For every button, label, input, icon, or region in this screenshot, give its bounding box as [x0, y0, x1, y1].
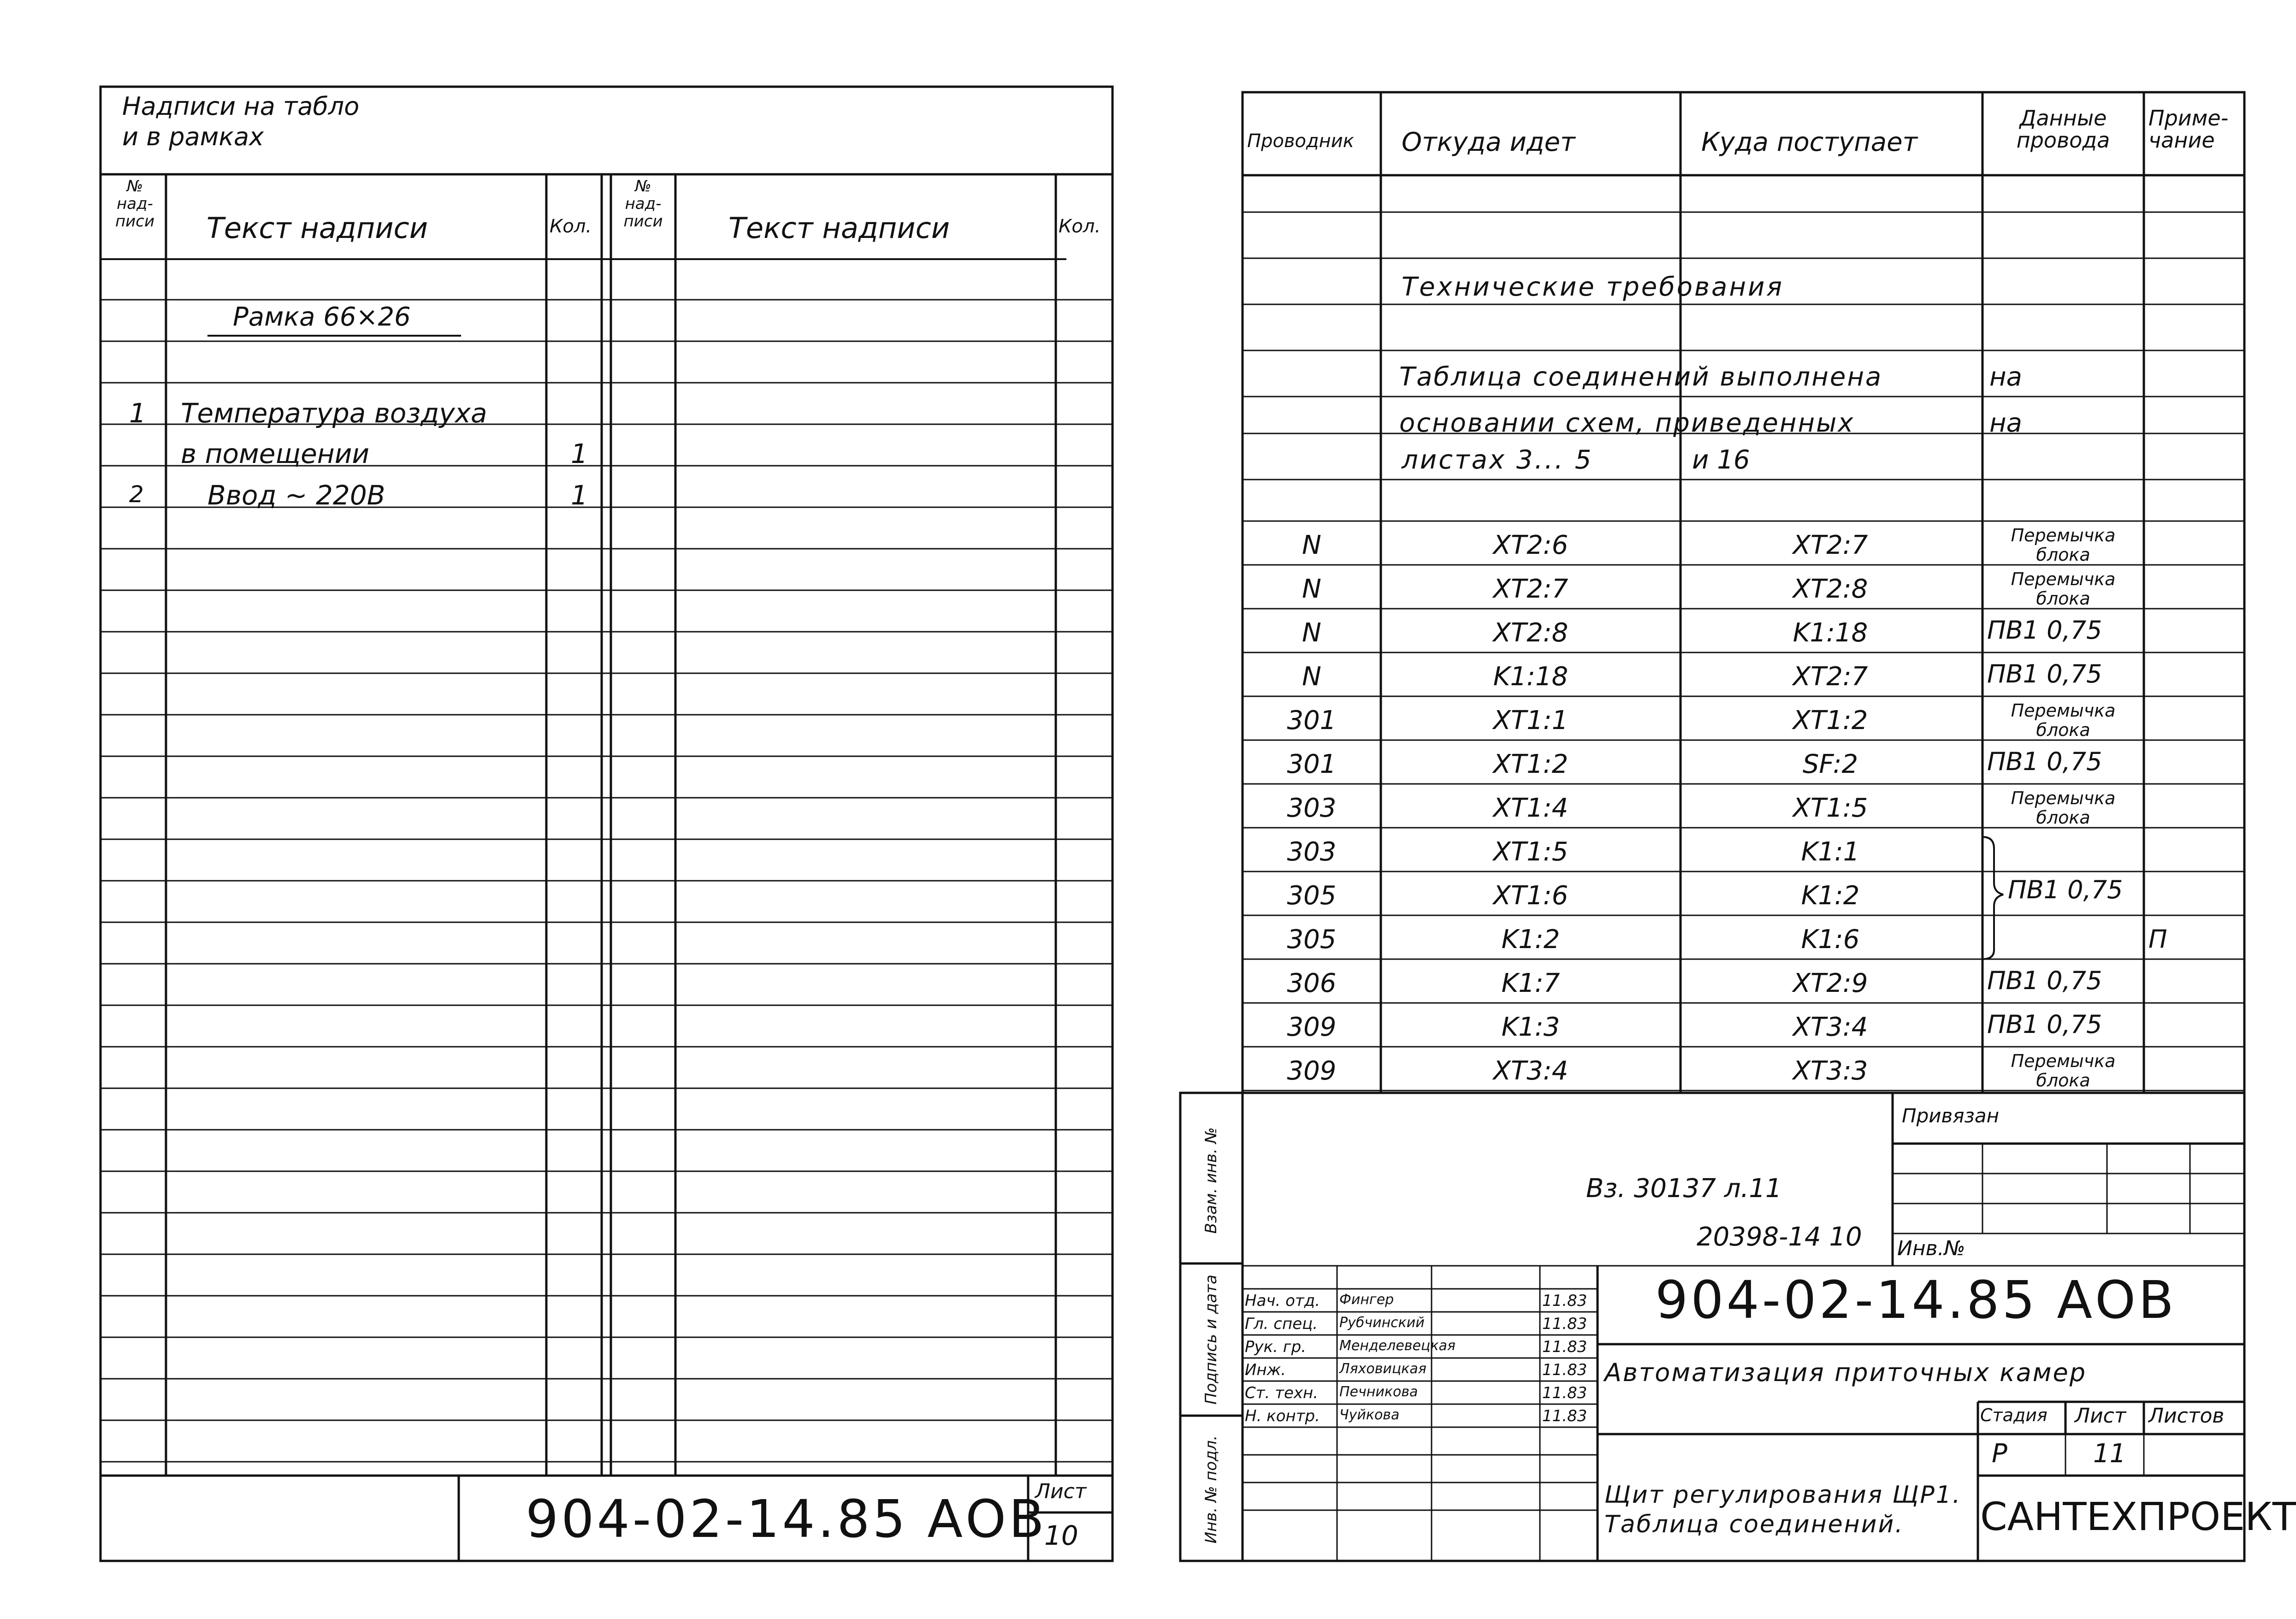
row-conductor: 305	[1287, 925, 1337, 955]
row-wire: ПВ1 0,75	[1987, 1010, 2102, 1039]
row-conductor: N	[1302, 618, 1321, 648]
stamp-stage-label: Стадия	[1980, 1405, 2047, 1425]
col-num-line2: над-	[117, 195, 153, 213]
side-label-inv: Инв. № подл.	[1202, 1435, 1221, 1544]
hdr-conductor: Проводник	[1247, 130, 1354, 152]
row-to: XT2:8	[1793, 574, 1868, 604]
left-sheet-number: 10	[1044, 1520, 1078, 1551]
row-wire: ПВ1 0,75	[1987, 659, 2102, 688]
row-from: K1:2	[1501, 925, 1560, 955]
signature-date: 11.83	[1542, 1315, 1587, 1333]
right-col-text-label: Текст надписи	[728, 211, 950, 245]
row-to: XT2:7	[1793, 530, 1868, 560]
row-to: XT3:3	[1793, 1056, 1868, 1086]
hdr-to: Куда поступает	[1701, 127, 1918, 157]
hdr-note-line1: Приме-	[2148, 106, 2229, 130]
entry-1-num: 1	[129, 397, 146, 429]
side-label-podpis: Подпись и дата	[1202, 1275, 1221, 1405]
hdr-wire-line1: Данные	[2019, 106, 2107, 130]
row-from: XT1:1	[1493, 706, 1568, 735]
row-wire: ПВ1 0,75	[1987, 616, 2102, 645]
stamp-org: САНТЕХПРОЕКТ	[1980, 1494, 2296, 1539]
stamp-project-title: Автоматизация приточных камер	[1604, 1358, 2087, 1387]
row-to: XT1:2	[1793, 706, 1868, 735]
row-wire: ПВ1 0,75	[1987, 966, 2102, 995]
row-conductor: N	[1302, 530, 1321, 560]
row-conductor: N	[1302, 574, 1321, 604]
side-label-vzam: Взам. инв. №	[1202, 1127, 1221, 1234]
row-wire: Перемычка блока	[2011, 700, 2116, 740]
signature-date: 11.83	[1542, 1292, 1587, 1310]
row-from: XT1:6	[1493, 881, 1568, 911]
stamp-privyazan: Привязан	[1902, 1104, 2000, 1127]
row-conductor: 309	[1287, 1012, 1337, 1042]
left-col-qty-label: Кол.	[550, 216, 592, 237]
row-from: XT1:5	[1493, 837, 1568, 867]
left-header-title-line1: Надписи на табло	[122, 92, 360, 121]
stamp-drawing-title	[1604, 1480, 1961, 1539]
row-from: XT2:8	[1493, 618, 1568, 648]
row-conductor: 301	[1287, 706, 1337, 735]
row-conductor: N	[1302, 662, 1321, 692]
row-to: K1:1	[1801, 837, 1860, 867]
signature-date: 11.83	[1542, 1338, 1587, 1356]
row-wire: Перемычка блока	[2011, 525, 2116, 565]
entry-2-num: 2	[129, 481, 144, 508]
right-col-num-label	[613, 178, 673, 230]
notes-line3-a: листах 3... 5	[1402, 445, 1593, 475]
row-to: XT2:7	[1793, 662, 1868, 692]
drawing-title-line2: Таблица соединений.	[1604, 1511, 1904, 1538]
row-wire: Перемычка блока	[2011, 788, 2116, 828]
row-from: K1:3	[1501, 1012, 1560, 1042]
hdr-wire-line2: провода	[2016, 128, 2110, 153]
row-conductor: 309	[1287, 1056, 1337, 1086]
hdr-from: Откуда идет	[1402, 127, 1575, 157]
left-doc-code: 904-02-14.85 АОВ	[526, 1489, 1047, 1549]
row-from: XT1:2	[1493, 749, 1568, 779]
left-header-title	[122, 91, 359, 152]
signature-role: Инж.	[1245, 1361, 1286, 1379]
entry-1b-text: в помещении	[181, 438, 370, 469]
row-to: XT3:4	[1793, 1012, 1868, 1042]
row-conductor: 306	[1287, 968, 1337, 998]
stamp-sheet-label: Лист	[2075, 1404, 2126, 1428]
col-num-line3-b: писи	[623, 212, 663, 231]
row-from: XT3:4	[1493, 1056, 1568, 1086]
signature-name: Менделевецкая	[1339, 1338, 1456, 1354]
col-num-line1-b: №	[635, 177, 651, 196]
row-from: XT1:4	[1493, 793, 1568, 823]
signature-role: Н. контр.	[1245, 1407, 1320, 1425]
right-col-qty-label: Кол.	[1059, 216, 1101, 237]
col-num-line3: писи	[115, 212, 155, 231]
row-conductor: 301	[1287, 749, 1337, 779]
signature-role: Нач. отд.	[1245, 1292, 1320, 1310]
wire-group-label: ПВ1 0,75	[2008, 875, 2123, 904]
stamp-archive-no: 20398-14 10	[1697, 1222, 1862, 1252]
row-wire: Перемычка блока	[2011, 1051, 2116, 1091]
left-col-num-label	[106, 178, 164, 230]
notes-line1-a: Таблица соединений выполнена	[1399, 362, 1883, 392]
row-to: K1:6	[1801, 925, 1860, 955]
row-to: XT1:5	[1793, 793, 1868, 823]
entry-2-qty: 1	[571, 480, 588, 511]
stamp-inv-label: Инв.№	[1897, 1237, 1965, 1260]
row-to: K1:18	[1793, 618, 1868, 648]
signature-role: Рук. гр.	[1245, 1338, 1307, 1356]
left-col-text-label: Текст надписи	[207, 211, 428, 245]
hdr-note	[2148, 107, 2228, 151]
row-from: K1:7	[1501, 968, 1560, 998]
signature-role: Гл. спец.	[1245, 1315, 1318, 1333]
signature-date: 11.83	[1542, 1384, 1587, 1402]
signature-name: Фингер	[1339, 1292, 1394, 1308]
entry-1-text: Температура воздуха	[181, 397, 487, 429]
row-to: K1:2	[1801, 881, 1860, 911]
row-wire: Перемычка блока	[2011, 569, 2116, 609]
hdr-note-line2: чание	[2148, 128, 2215, 153]
signature-date: 11.83	[1542, 1407, 1587, 1425]
row-from: K1:18	[1493, 662, 1568, 692]
notes-line2-b: на	[1989, 408, 2022, 438]
entry-1b-qty: 1	[571, 438, 588, 469]
stamp-sheets-label: Листов	[2148, 1404, 2225, 1428]
row-to: XT2:9	[1793, 968, 1868, 998]
row-wire: ПВ1 0,75	[1987, 747, 2102, 776]
left-header-title-line2: и в рамках	[122, 122, 264, 151]
hdr-wire-data	[1985, 107, 2142, 151]
row-note: П	[2148, 925, 2167, 954]
entry-frame-label: Рамка 66×26	[233, 302, 411, 332]
notes-line2-a: основании схем, приведенных	[1399, 408, 1855, 438]
signature-date: 11.83	[1542, 1361, 1587, 1379]
signature-role: Ст. техн.	[1245, 1384, 1319, 1402]
signature-name: Ляховицкая	[1339, 1361, 1426, 1377]
notes-line1-b: на	[1989, 362, 2022, 392]
col-num-line1: №	[126, 177, 143, 196]
row-to: SF:2	[1802, 749, 1858, 779]
stamp-sheet: 11	[2093, 1439, 2126, 1469]
drawing-title-line1: Щит регулирования ЩР1.	[1604, 1481, 1962, 1509]
row-conductor: 303	[1287, 837, 1337, 867]
notes-title: Технические требования	[1402, 272, 1784, 302]
signature-name: Рубчинский	[1339, 1315, 1425, 1331]
row-conductor: 303	[1287, 793, 1337, 823]
signature-name: Чуйкова	[1339, 1407, 1400, 1423]
row-from: XT2:6	[1493, 530, 1568, 560]
stamp-stage: Р	[1992, 1439, 2007, 1469]
stamp-doc-code: 904-02-14.85 АОВ	[1655, 1270, 2177, 1330]
signature-name: Печникова	[1339, 1384, 1418, 1400]
entry-2-text: Ввод ~ 220В	[207, 480, 385, 511]
notes-line3-b: и 16	[1692, 445, 1750, 475]
row-from: XT2:7	[1493, 574, 1568, 604]
col-num-line2-b: над-	[625, 195, 662, 213]
left-sheet-label: Лист	[1035, 1480, 1087, 1503]
stamp-ref-note: Вз. 30137 л.11	[1586, 1174, 1782, 1204]
row-conductor: 305	[1287, 881, 1337, 911]
